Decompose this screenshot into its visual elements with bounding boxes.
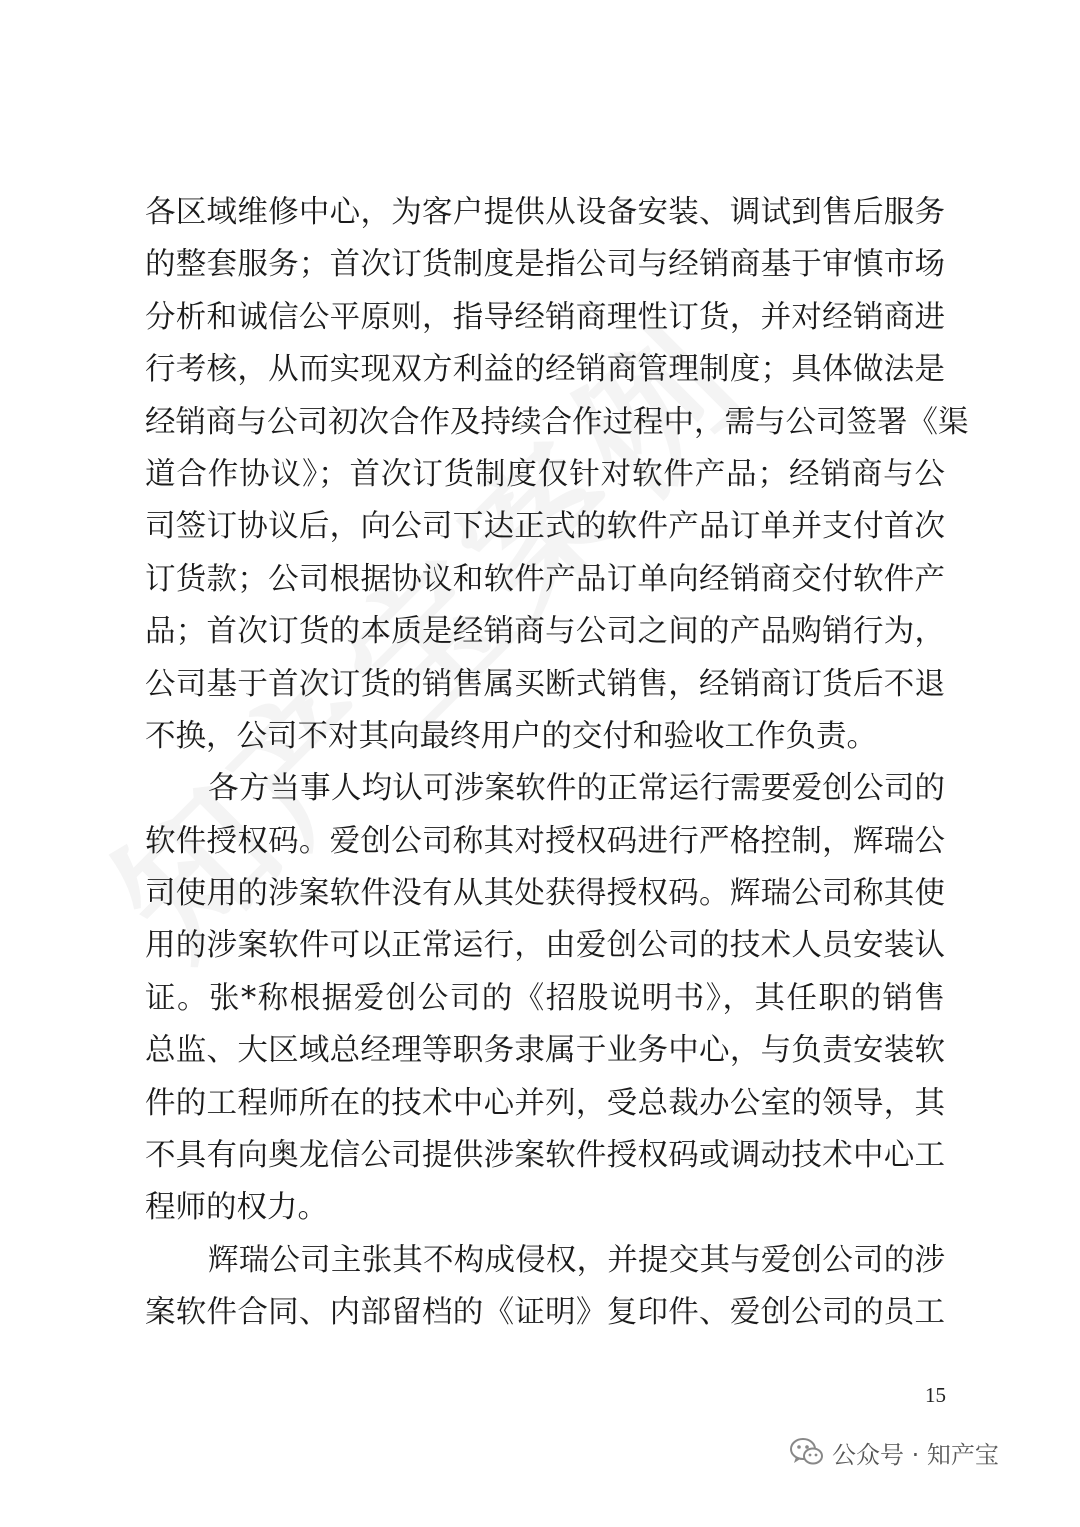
text-line: 不具有向奥龙信公司提供涉案软件授权码或调动技术中心工	[145, 1138, 945, 1174]
text-line: 案软件合同、内部留档的《证明》复印件、爱创公司的员工	[145, 1295, 945, 1331]
paragraph-first-line: 各方当事人均认可涉案软件的正常运行需要爱创公司的	[208, 771, 945, 807]
text-line: 用的涉案软件可以正常运行，由爱创公司的技术人员安装认	[145, 928, 945, 964]
text-line: 司使用的涉案软件没有从其处获得授权码。辉瑞公司称其使	[145, 876, 945, 912]
text-line: 不换，公司不对其向最终用户的交付和验收工作负责。	[145, 718, 877, 754]
text-line: 经销商与公司初次合作及持续合作过程中，需与公司签署《渠	[145, 404, 969, 440]
text-line: 的整套服务；首次订货制度是指公司与经销商基于审慎市场	[145, 247, 945, 283]
footer-source	[790, 1432, 999, 1472]
body-text	[145, 187, 969, 1340]
text-line: 程师的权力。	[145, 1190, 328, 1226]
text-line: 订货款；公司根据协议和软件产品订单向经销商交付软件产	[145, 561, 945, 597]
text-line: 软件授权码。爱创公司称其对授权码进行严格控制，辉瑞公	[145, 823, 945, 859]
text-line: 总监、大区域总经理等职务隶属于业务中心，与负责安装软	[145, 1033, 945, 1069]
footer-text: 公众号 · 知产宝	[832, 1440, 999, 1469]
text-line: 分析和诚信公平原则，指导经销商理性订货，并对经销商进	[145, 299, 945, 335]
text-line: 司签订协议后，向公司下达正式的软件产品订单并支付首次	[145, 509, 945, 545]
text-line: 品；首次订货的本质是经销商与公司之间的产品购销行为，	[145, 614, 945, 650]
text-line: 件的工程师所在的技术中心并列，受总裁办公室的领导，其	[145, 1085, 945, 1121]
text-line: 公司基于首次订货的销售属买断式销售，经销商订货后不退	[145, 666, 945, 702]
text-line: 道合作协议》；首次订货制度仅针对软件产品；经销商与公	[145, 456, 945, 492]
page-number: 15	[925, 1383, 946, 1407]
text-line: 行考核，从而实现双方利益的经销商管理制度；具体做法是	[145, 352, 945, 388]
text-line: 各区域维修中心，为客户提供从设备安装、调试到售后服务	[145, 195, 945, 230]
paragraph-first-line: 辉瑞公司主张其不构成侵权，并提交其与爱创公司的涉	[208, 1242, 945, 1278]
text-line: 证。张*称根据爱创公司的《招股说明书》，其任职的销售	[145, 980, 945, 1016]
wechat-icon	[790, 1437, 824, 1467]
